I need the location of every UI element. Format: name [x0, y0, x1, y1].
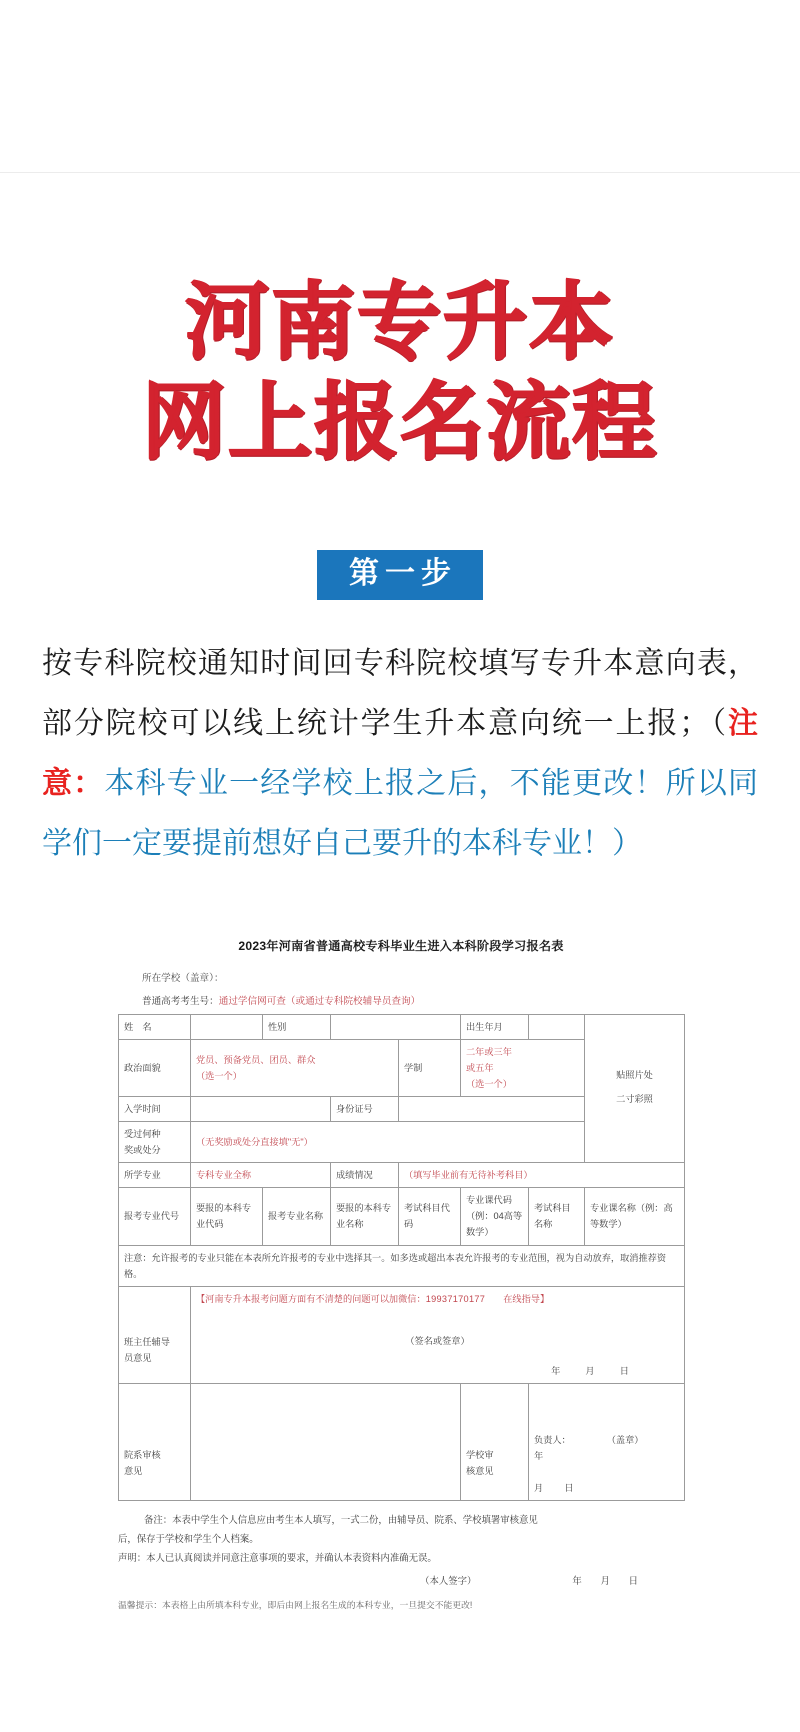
cell-gender-label: 性别 — [263, 1014, 331, 1039]
cell-subject-name-hint: 专业课名称（例：高等数学） — [585, 1188, 685, 1245]
cell-advisor-value[interactable] — [191, 1286, 685, 1383]
table-row-apply-headers — [119, 1188, 685, 1245]
cell-school-review-label — [461, 1384, 529, 1501]
major-hint: 专科专业全称 — [196, 1170, 252, 1181]
cell-score-label: 成绩情况 — [331, 1163, 399, 1188]
table-row-review — [119, 1384, 685, 1501]
school-review-label-line-2: 核意见 — [466, 1466, 494, 1477]
cell-apply-major-name-hint: 要报的本科专业名称 — [331, 1188, 399, 1245]
cell-name-value[interactable] — [191, 1014, 263, 1039]
footer-sign-label: （本人签字） — [420, 1574, 477, 1586]
table-row-name — [119, 1014, 685, 1039]
hero-title-line-1: 河南专升本 — [184, 275, 615, 369]
cell-award-label — [119, 1121, 191, 1162]
cell-notice-text: 注意：允许报考的专业只能在本表所允许报考的专业中选择其一。如多选或超出本表允许报考的专业范围，视为自动放弃，取消推荐资格。 — [119, 1245, 685, 1286]
step-badge: 第一步 — [317, 550, 483, 600]
cell-idcard-value[interactable] — [399, 1096, 585, 1121]
footer-remark-line-1: 备注：本表中学生个人信息应由考生本人填写，一式二份，由辅导员、院系、学校填署审核意见 — [144, 1514, 538, 1526]
cell-major-label: 所学专业 — [119, 1163, 191, 1188]
cell-enrollment-value[interactable] — [191, 1096, 331, 1121]
footer-sign-date: 年 月 日 — [572, 1574, 638, 1586]
principal-row — [534, 1432, 679, 1464]
principal-label: 负责人： — [534, 1435, 571, 1445]
form-school-line: 所在学校（盖章）： — [142, 972, 224, 984]
cell-birth-label: 出生年月 — [461, 1014, 529, 1039]
cell-dept-review-value[interactable] — [191, 1384, 461, 1501]
top-divider — [0, 172, 800, 173]
advisor-wechat-line — [196, 1291, 679, 1307]
award-label-line-1: 受过何种 — [124, 1128, 161, 1139]
schooling-hint-line-1: 二年或三年 — [466, 1046, 512, 1057]
hero-title-line-2: 网上报名流程 — [141, 375, 658, 470]
cell-advisor-label — [119, 1286, 191, 1383]
seal-label: （盖章） — [606, 1435, 644, 1445]
advisor-date-line: 年 月 日 — [551, 1365, 637, 1376]
step-description-paragraph — [42, 634, 758, 874]
footer-statement: 声明：本人已认真阅读并同意注意事项的要求，并确认本表资料内准确无误。 — [118, 1551, 437, 1563]
cell-apply-major-name-label: 报考专业名称 — [263, 1188, 331, 1245]
dept-review-label-line-1: 院系审核 — [124, 1450, 161, 1461]
cell-political-label: 政治面貌 — [119, 1039, 191, 1096]
cell-school-review-value[interactable] — [529, 1384, 685, 1501]
score-hint: （填写毕业前有无待补考科目） — [404, 1170, 533, 1181]
cell-subject-name-label: 考试科目名称 — [529, 1188, 585, 1245]
wechat-tail: 在线指导】 — [503, 1293, 550, 1304]
paragraph-black-text: 按专科院校通知时间回专科院校填写专升本意向表，部分院校可以线上统计学生升本意向统一上报；（ — [42, 647, 758, 740]
cell-dept-review-label — [119, 1384, 191, 1501]
form-title: 2023年河南省普通高校专科毕业生进入本科阶段学习报名表 — [238, 939, 564, 953]
review-year-label: 年 — [534, 1451, 544, 1462]
award-label-line-2: 奖或处分 — [124, 1145, 161, 1156]
cell-score-value[interactable] — [399, 1163, 685, 1188]
photo-label-line-1: 贴照片处 — [616, 1070, 653, 1081]
review-monthday-label: 月 日 — [534, 1483, 580, 1494]
cell-award-value[interactable] — [191, 1121, 585, 1162]
cell-major-value[interactable] — [191, 1163, 331, 1188]
step-badge-container — [0, 550, 800, 600]
schooling-hint-line-2: 或五年 — [466, 1062, 494, 1073]
cell-apply-major-code-label: 报考专业代号 — [119, 1188, 191, 1245]
exam-number-label: 普通高考考生号： — [142, 995, 219, 1007]
cell-birth-value[interactable] — [529, 1014, 585, 1039]
cell-photo-area — [585, 1014, 685, 1163]
cell-political-value[interactable] — [191, 1039, 399, 1096]
exam-number-hint: 通过学信网可查（或通过专科院校辅导员查询） — [218, 995, 421, 1007]
school-review-label-line-1: 学校审 — [466, 1450, 494, 1461]
dept-review-label-line-2: 意见 — [124, 1466, 143, 1477]
advisor-label-line-1: 班主任辅导 — [124, 1336, 170, 1347]
cell-subject-code-label: 考试科目代码 — [399, 1188, 461, 1245]
cell-gender-value[interactable] — [331, 1014, 461, 1039]
award-hint: （无奖励或处分直接填"无"） — [196, 1137, 313, 1148]
hero-title — [0, 275, 800, 470]
footer-tip: 温馨提示：本表格上由所填本科专业，即后由网上报名生成的本科专业，一旦提交不能更改! — [118, 1599, 473, 1610]
cell-subject-code-hint: 专业课代码（例：04高等数学） — [461, 1188, 529, 1245]
footer-remark-line-2: 后，保存于学校和学生个人档案。 — [118, 1533, 259, 1545]
registration-table — [118, 1014, 685, 1502]
photo-label-line-2: 二寸彩照 — [616, 1094, 653, 1105]
cell-schooling-label: 学制 — [399, 1039, 461, 1096]
cell-schooling-value[interactable] — [461, 1039, 585, 1096]
paragraph-warning-label: 注意： — [42, 707, 758, 800]
advisor-label-line-2: 员意见 — [124, 1352, 152, 1363]
table-row-major — [119, 1163, 685, 1188]
political-hint-line-1: 党员、预备党员、团员、群众 — [196, 1054, 316, 1065]
footer-signature-row — [118, 1572, 684, 1591]
paragraph-warning-body: 本科专业一经学校上报之后，不能更改！所以同学们一定要提前想好自己要升的本科专业！） — [42, 767, 759, 860]
wechat-text: 【河南专升本报考问题方面有不清楚的问题可以加微信： — [196, 1293, 426, 1304]
form-exam-number-line — [142, 995, 684, 1009]
table-row-notice — [119, 1245, 685, 1286]
cell-name-label: 姓 名 — [119, 1014, 191, 1039]
schooling-hint-line-3: （选一个） — [466, 1078, 512, 1089]
wechat-number: 19937170177 — [425, 1293, 486, 1304]
registration-form-document — [118, 938, 684, 1614]
cell-enrollment-label: 入学时间 — [119, 1096, 191, 1121]
cell-apply-major-code-hint: 要报的本科专业代码 — [191, 1188, 263, 1245]
advisor-signature-hint: （签名或签章） — [405, 1335, 470, 1346]
political-hint-line-2: （选一个） — [196, 1070, 242, 1081]
table-row-advisor — [119, 1286, 685, 1383]
form-footer — [118, 1511, 684, 1614]
cell-idcard-label: 身份证号 — [331, 1096, 399, 1121]
